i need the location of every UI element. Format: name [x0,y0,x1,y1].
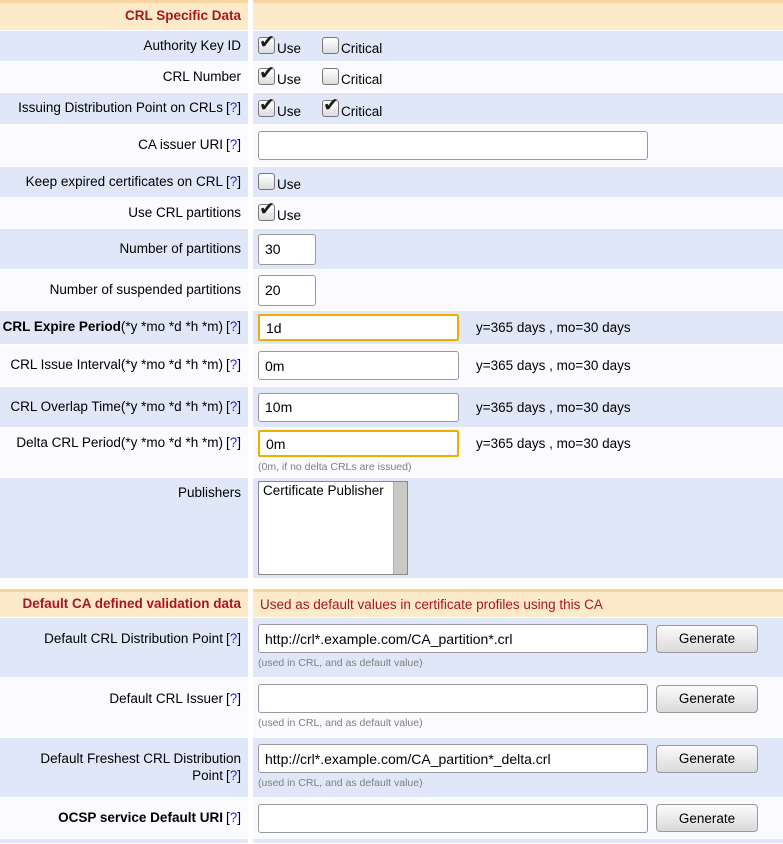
row-use-crl-partitions [0,198,783,228]
field-label: CRL Issue Interval(*y *mo *d *h *m) [10,357,223,373]
section-header-validation [0,589,783,617]
field-label: Delta CRL Period(*y *mo *d *h *m) [16,435,223,450]
critical-checkbox[interactable] [322,68,339,85]
help-link[interactable]: ? [229,809,238,825]
field-label: CRL Overlap Time(*y *mo *d *h *m) [10,398,223,414]
field-label-suffix: (*y *mo *d *h *m) [120,319,223,335]
critical-checkbox[interactable] [322,37,339,54]
period-hint: y=365 days , mo=30 days [476,399,631,415]
help: [?] [225,137,241,153]
default-freshest-crl-distribution-point-input[interactable] [258,744,648,773]
critical-label: Critical [341,41,383,56]
row-keep-expired-certificates [0,167,783,197]
help-link[interactable]: ? [229,398,238,414]
use-checkbox-group [258,68,301,86]
help: [?] [225,767,241,783]
help: [?] [225,319,241,335]
section-header-crl [0,0,783,30]
row-default-crl-issuer [0,678,783,737]
field-label: Default CRL Distribution Point [44,631,223,646]
help: [?] [225,100,241,116]
help-link[interactable]: ? [229,767,238,783]
row-ca-issuer-uri [0,125,783,166]
generate-button[interactable]: Generate [656,625,758,653]
number-of-partitions-input[interactable] [258,234,316,265]
crl-issue-interval-input[interactable] [258,351,459,380]
row-ocsp-service-default-uri [0,798,783,838]
help: [?] [225,398,241,414]
field-label: Issuing Distribution Point on CRLs [18,100,223,116]
delta-crl-period-input[interactable] [258,430,459,457]
field-label: Number of partitions [119,240,241,256]
field-label: Authority Key ID [143,37,241,53]
period-hint: y=365 days , mo=30 days [476,436,631,451]
publishers-list-item[interactable]: Certificate Publisher [263,483,384,498]
row-default-crl-distribution-point [0,618,783,677]
crl-default-note: (used in CRL, and as default value) [258,717,423,729]
default-validation-section [0,589,783,843]
section-subtitle: Used as default values in certificate profiles using this CA [260,597,603,612]
field-label-bold: CRL Expire Period [2,319,121,335]
row-publishers [0,478,783,578]
critical-label: Critical [341,103,383,119]
critical-checkbox-group [322,68,382,86]
default-crl-distribution-point-input[interactable] [258,624,648,653]
crl-default-note: (used in CRL, and as default value) [258,657,423,669]
field-label: Default Freshest CRL Distribution Point [40,751,241,783]
use-label: Use [277,103,302,119]
help-link[interactable]: ? [229,357,238,373]
ca-issuer-uri-input[interactable] [258,131,648,160]
listbox-scrollbar[interactable] [393,482,407,574]
period-hint: y=365 days , mo=30 days [476,358,631,373]
use-checkbox[interactable] [258,37,275,54]
help: [?] [225,691,241,706]
field-label: CA issuer URI [138,137,223,153]
generate-button[interactable]: Generate [656,685,758,713]
critical-checkbox-group [322,100,382,118]
use-checkbox-group [258,100,301,118]
row-default-freshest-crl-distribution-point [0,738,783,797]
row-crl-issue-interval [0,345,783,386]
use-checkbox[interactable] [258,204,275,221]
help-link[interactable]: ? [229,319,238,335]
help-link[interactable]: ? [229,435,238,450]
use-checkbox[interactable] [258,68,275,85]
field-label: Default CRL Issuer [109,691,223,706]
publishers-listbox[interactable] [258,481,408,575]
help-link[interactable]: ? [229,100,238,116]
generate-button[interactable]: Generate [656,804,758,832]
help-link[interactable]: ? [229,691,238,706]
field-label: Keep expired certificates on CRL [25,173,223,189]
use-label: Use [277,208,302,223]
section-gap [0,578,783,589]
help: [?] [225,357,241,373]
field-label: Use CRL partitions [128,204,241,220]
field-label-bold: OCSP service Default URI [58,809,223,825]
delta-crl-note: (0m, if no delta CRLs are issued) [258,461,412,473]
row-delta-crl-period [0,428,783,477]
help-link[interactable]: ? [229,631,238,646]
use-label: Use [277,41,302,56]
use-label: Use [277,72,302,87]
next-row-sliver [0,839,783,843]
row-crl-number [0,62,783,92]
crl-default-note: (used in CRL, and as default value) [258,777,423,789]
generate-button[interactable]: Generate [656,745,758,773]
row-crl-expire-period [0,311,783,344]
crl-expire-period-input[interactable] [258,314,459,341]
use-checkbox-group [258,173,301,191]
section-title: CRL Specific Data [124,8,241,24]
help-link[interactable]: ? [229,173,238,189]
help: [?] [225,631,241,646]
help: [?] [225,173,241,189]
number-of-suspended-partitions-input[interactable] [258,275,316,306]
critical-checkbox-group [322,37,382,55]
row-number-of-suspended-partitions [0,270,783,310]
use-label: Use [277,177,302,192]
period-hint: y=365 days , mo=30 days [476,320,631,335]
field-label: Number of suspended partitions [49,281,241,297]
help: [?] [225,809,241,825]
critical-checkbox[interactable] [322,100,339,117]
row-issuing-distribution-point [0,93,783,124]
row-crl-overlap-time [0,387,783,427]
section-title: Default CA defined validation data [22,596,241,612]
use-checkbox-group [258,37,301,55]
row-authority-key-id [0,31,783,61]
row-number-of-partitions [0,229,783,269]
help-link[interactable]: ? [229,137,238,153]
ocsp-service-default-uri-input[interactable] [258,804,648,833]
use-checkbox[interactable] [258,173,275,190]
critical-label: Critical [341,72,383,87]
default-crl-issuer-input[interactable] [258,684,648,713]
field-label: CRL Number [162,68,241,84]
use-checkbox-group [258,204,301,222]
field-label: Publishers [177,485,241,500]
help: [?] [225,435,241,450]
crl-overlap-time-input[interactable] [258,393,459,422]
use-checkbox[interactable] [258,100,275,117]
